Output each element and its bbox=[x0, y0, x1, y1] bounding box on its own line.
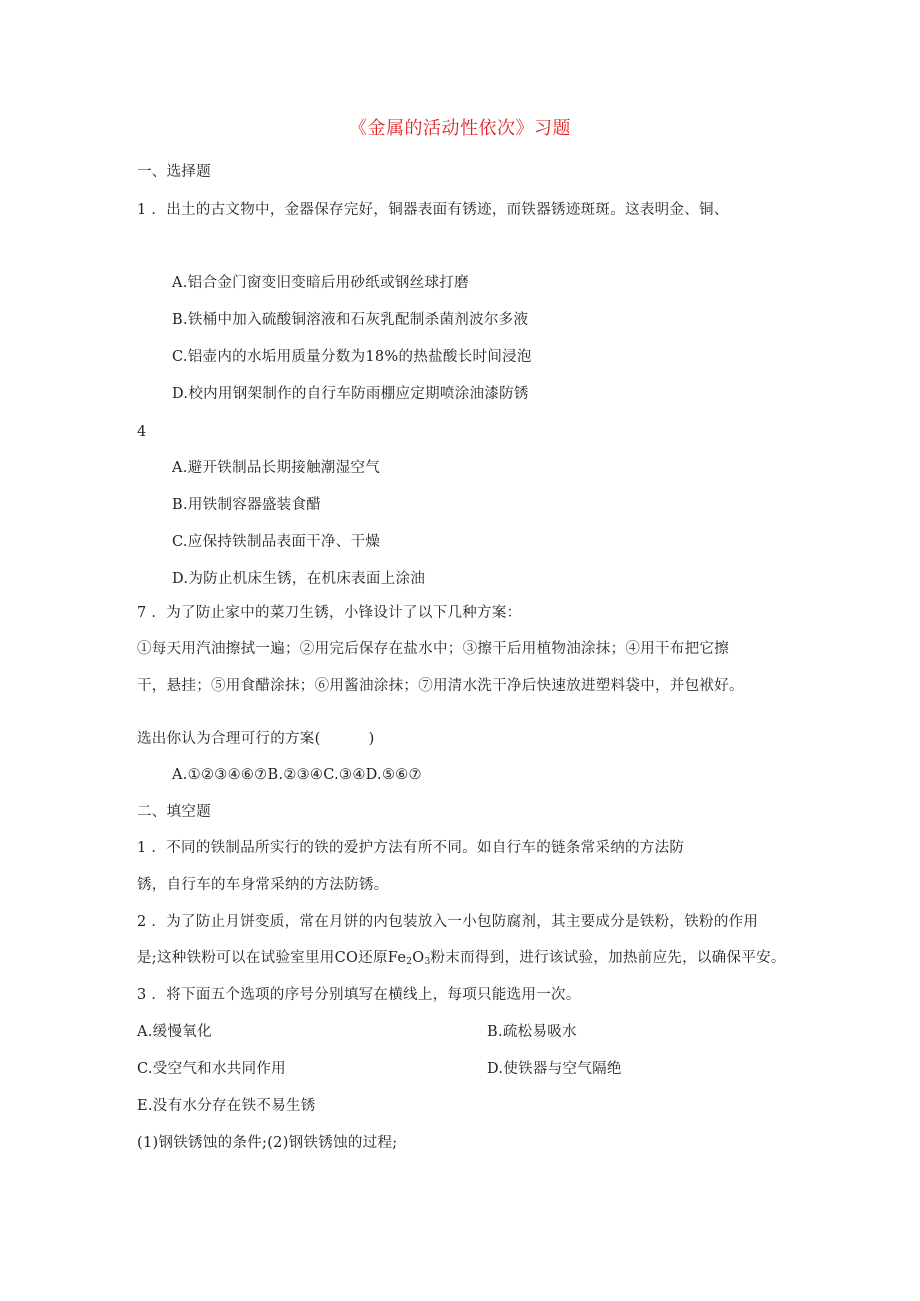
section-heading-choice: 一、选择题 bbox=[137, 164, 211, 180]
question-4-option-d: D.为防止机床生锈，在机床表面上涂油 bbox=[172, 571, 426, 587]
question-1-stem: 1 ．出土的古文物中，金器保存完好，铜器表面有锈迹，而铁器锈迹斑斑。这表明金、铜、 bbox=[137, 202, 729, 218]
question-4-option-c: C.应保持铁制品表面干净、干燥 bbox=[172, 534, 381, 550]
fill-question-3-option-b: B.疏松易吸水 bbox=[487, 1024, 577, 1040]
question-7-prompt-close: ) bbox=[368, 731, 375, 747]
fill-question-2-line-1: 2 ．为了防止月饼变质，常在月饼的内包装放入一小包防腐剂，其主要成分是铁粉，铁粉的作用 bbox=[137, 914, 759, 930]
fill-question-2-text-c: 粉末而得到，进行该试验，加热前应先，以确保平安。 bbox=[430, 950, 786, 966]
fill-question-2-text-b: O bbox=[412, 950, 425, 966]
fill-question-2-line-2 bbox=[137, 948, 786, 972]
fill-question-3-option-a: A.缓慢氧化 bbox=[137, 1024, 212, 1040]
fill-question-1-line-1: 1 ．不同的铁制品所实行的铁的爱护方法有所不同。如自行车的链条常采纳的方法防 bbox=[137, 840, 685, 856]
fill-question-1-line-2: 锈，自行车的车身常采纳的方法防锈。 bbox=[137, 877, 389, 893]
fill-question-3-stem: 3 ．将下面五个选项的序号分别填写在横线上，每项只能选用一次。 bbox=[137, 987, 581, 1003]
fill-question-3-option-e: E.没有水分存在铁不易生锈 bbox=[137, 1098, 316, 1114]
question-7-prompt-text: 选出你认为合理可行的方案( bbox=[137, 731, 321, 747]
subscript-2: 2 bbox=[406, 957, 413, 967]
question-4-option-a: A.避开铁制品长期接触潮湿空气 bbox=[172, 460, 381, 476]
question-1-option-b: B.铁桶中加入硫酸铜溶液和石灰乳配制杀菌剂波尔多液 bbox=[172, 312, 529, 328]
question-7-prompt bbox=[137, 729, 375, 749]
fill-question-3-option-c: C.受空气和水共同作用 bbox=[137, 1061, 286, 1077]
question-7-stem: 7 ．为了防止家中的菜刀生锈，小锋设计了以下几种方案： bbox=[137, 605, 522, 621]
question-1-option-c: C.铝壶内的水垢用质量分数为18%的热盐酸长时间浸泡 bbox=[172, 349, 532, 365]
question-7-line-2: ①每天用汽油擦拭一遍；②用完后保存在盐水中；③擦干后用植物油涂抹；④用干布把它擦 bbox=[137, 641, 729, 657]
question-1-option-a: A.铝合金门窗变旧变暗后用砂纸或钢丝球打磨 bbox=[172, 275, 469, 291]
question-4-number: 4 bbox=[137, 424, 147, 440]
question-7-options: A.①②③④⑥⑦B.②③④C.③④D.⑤⑥⑦ bbox=[172, 767, 422, 783]
subscript-3: 3 bbox=[424, 957, 431, 967]
question-7-line-3: 干，悬挂；⑤用食醋涂抹；⑥用酱油涂抹；⑦用清水洗干净后快速放进塑料袋中，并包袱好。 bbox=[137, 678, 744, 694]
question-1-option-d: D.校内用钢架制作的自行车防雨棚应定期喷涂油漆防锈 bbox=[172, 386, 529, 402]
page-title: 《金属的活动性依次》习题 bbox=[349, 118, 571, 139]
fill-question-2-text-a: 是;这种铁粉可以在试验室里用CO还原Fe bbox=[137, 950, 407, 966]
section-heading-fill: 二、填空题 bbox=[137, 804, 211, 820]
fill-question-3-subquestions: (1)钢铁锈蚀的条件;(2)钢铁锈蚀的过程; bbox=[137, 1135, 398, 1151]
fill-question-3-option-d: D.使铁器与空气隔绝 bbox=[487, 1061, 622, 1077]
question-4-option-b: B.用铁制容器盛装食醋 bbox=[172, 497, 322, 513]
